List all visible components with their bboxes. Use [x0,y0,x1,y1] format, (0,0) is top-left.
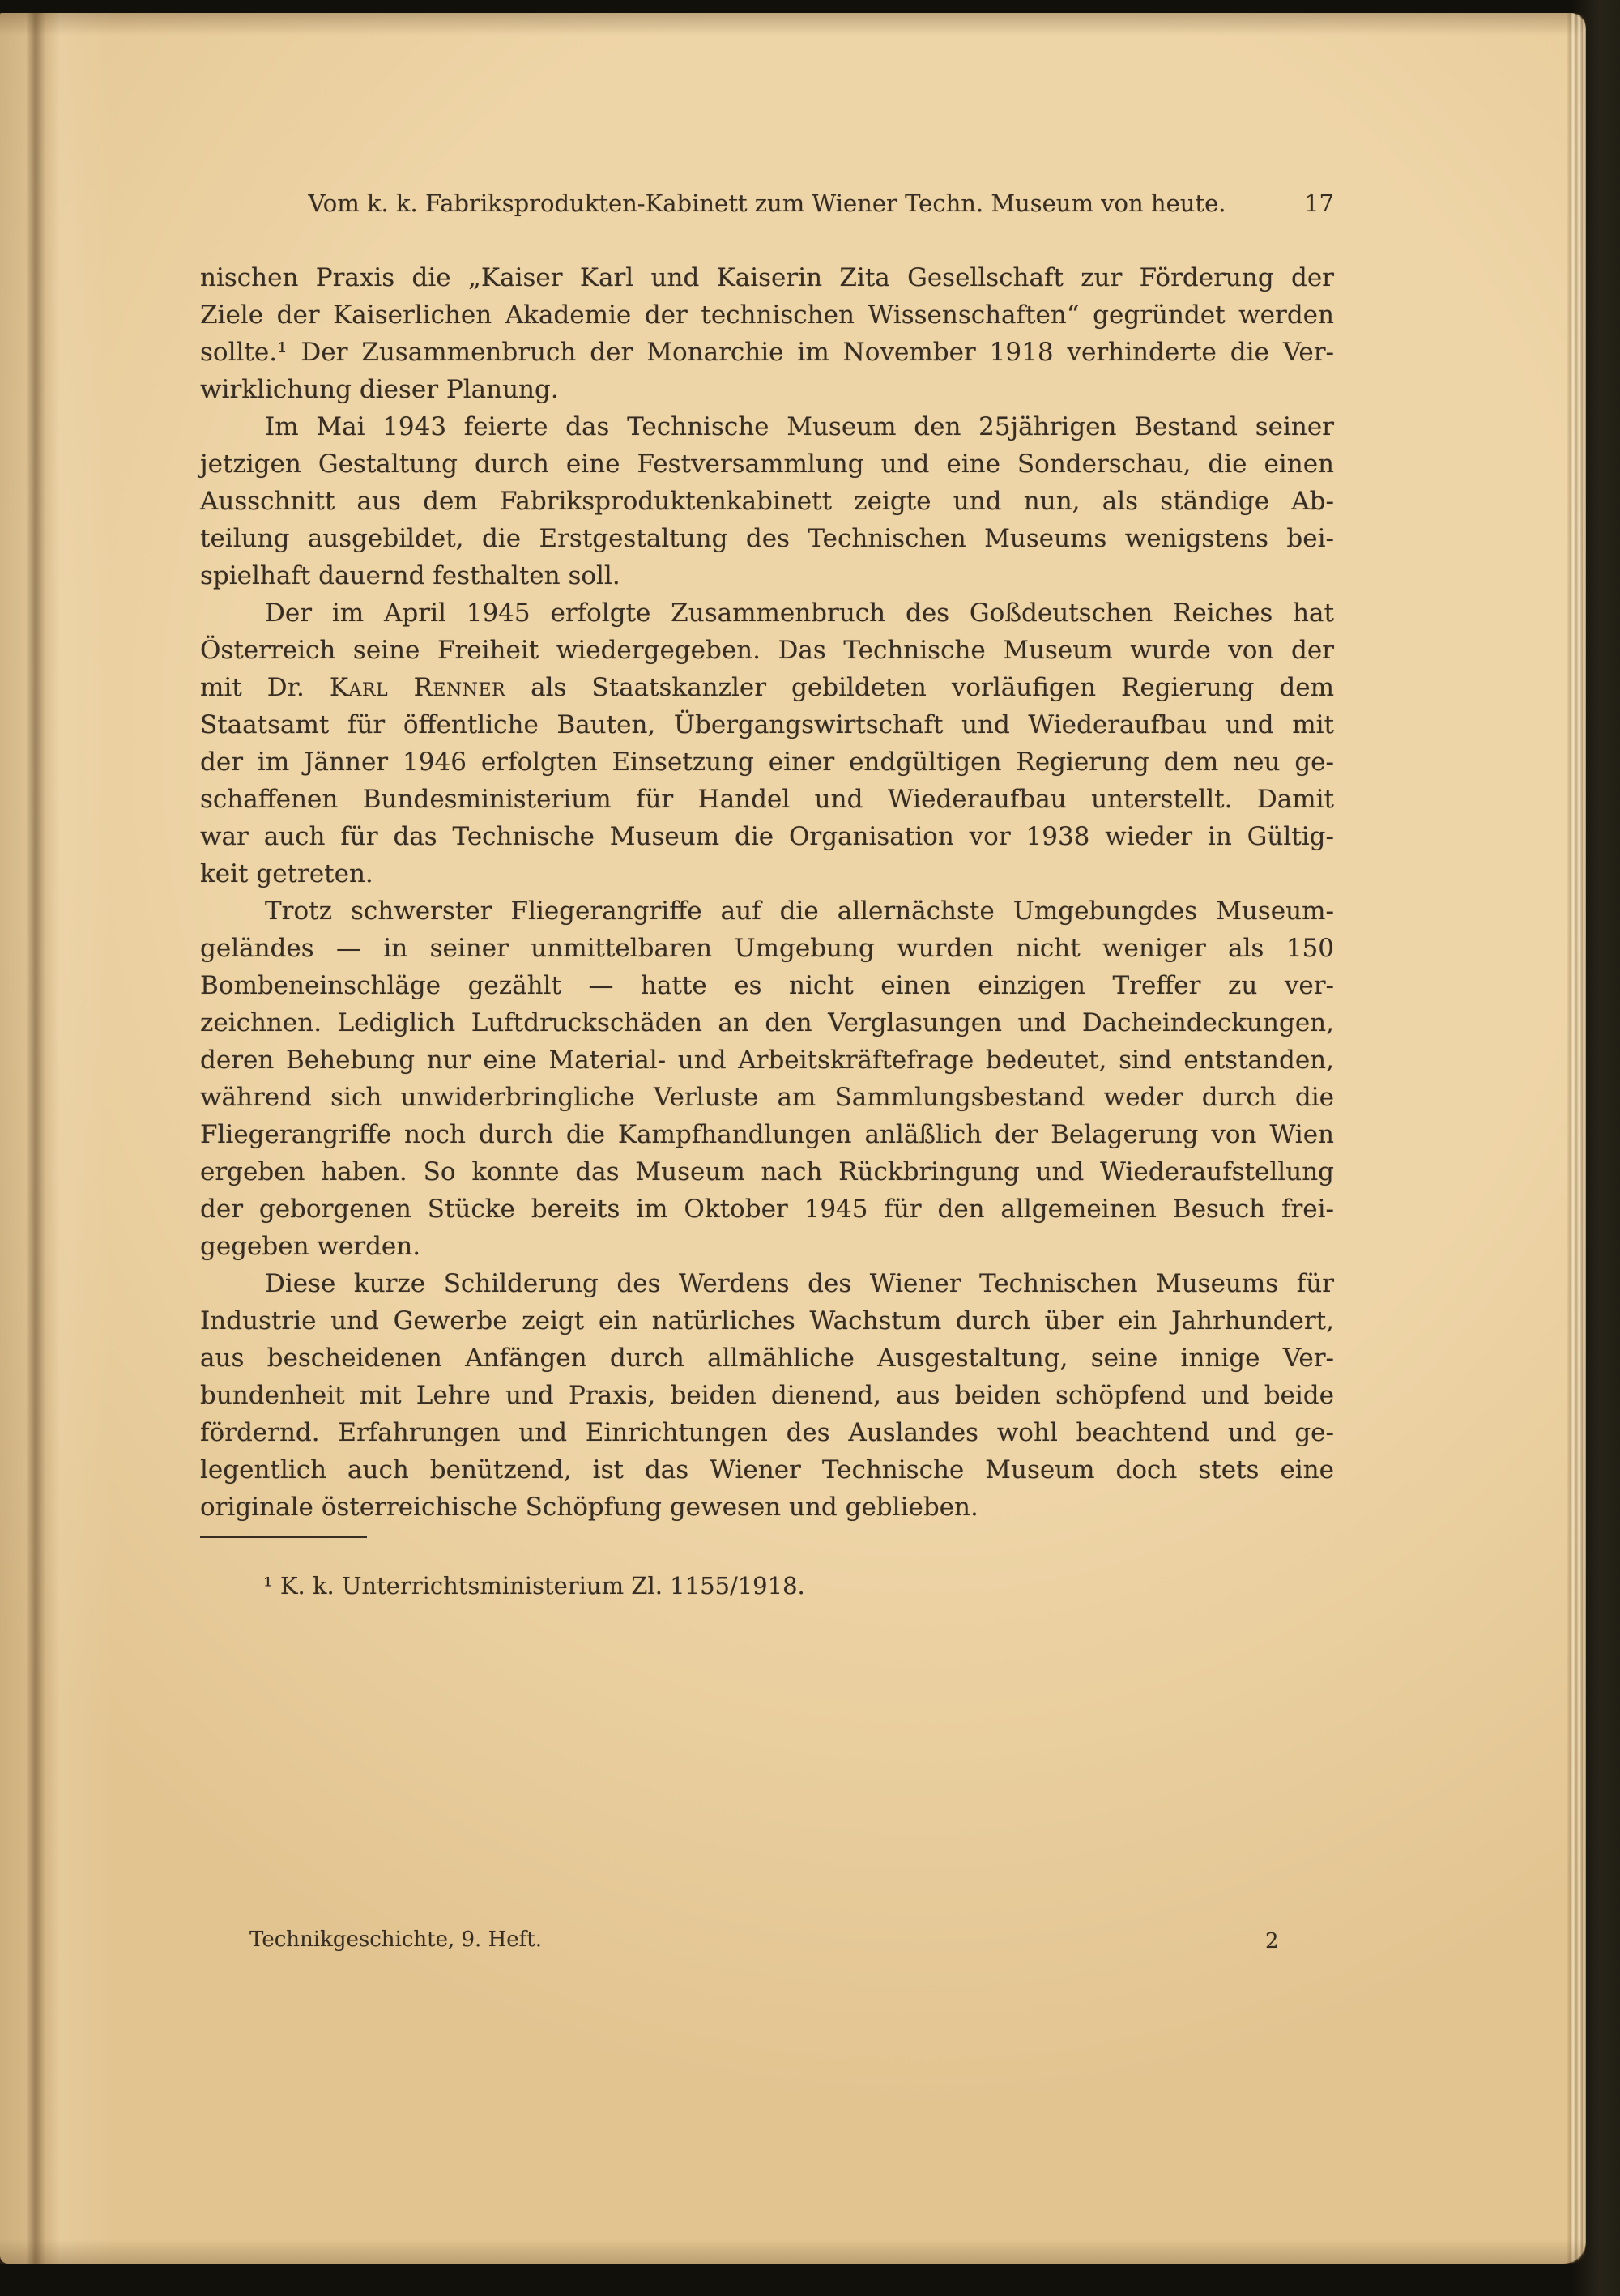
text-line: keit getreten. [200,859,373,888]
text-line: fördernd. Erfahrungen und Einrichtungen des Auslandes wohl beachtend und ge- [200,1418,1334,1447]
text-line: Bombeneinschläge gezählt — hatte es nicht einen einzigen Treffer zu ver- [200,971,1334,1000]
journal-caption: Technikgeschichte, 9. Heft. [249,1928,542,1952]
body-text [200,259,1334,1526]
page-number: 17 [1304,190,1334,217]
paragraph [200,1265,1334,1526]
text-line: während sich unwiderbringliche Verluste am Sammlungsbestand weder durch die [200,1083,1334,1112]
text-line: nischen Praxis die „Kaiser Karl und Kaiserin Zita Gesellschaft zur Förderung der [200,263,1334,292]
text-line: ergeben haben. So konnte das Museum nach Rückbringung und Wiederaufstellung [200,1157,1334,1186]
text-line: gegeben werden. [200,1232,421,1261]
text-line: geländes — in seiner unmittelbaren Umgebung wurden nicht weniger als 150 [200,934,1334,963]
text-line: aus bescheidenen Anfängen durch allmähliche Ausgestaltung, seine innige Ver- [200,1344,1334,1373]
text-line: originale österreichische Schöpfung gewesen und geblieben. [200,1493,978,1522]
page-edge-stack [1567,13,1586,2264]
running-head: Vom k. k. Fabriksprodukten-Kabinett zum Wiener Techn. Museum von heute. [308,190,1226,217]
text-line: jetzigen Gestaltung durch eine Festversammlung und eine Sonderschau, die einen [200,449,1334,479]
paper-page [0,13,1586,2264]
text-line: schaffenen Bundesministerium für Handel und Wiederaufbau unterstellt. Damit [200,785,1334,814]
paragraph [200,259,1334,408]
text-line: Im Mai 1943 feierte das Technische Museum den 25jährigen Bestand seiner [265,412,1334,441]
text-line: Industrie und Gewerbe zeigt ein natürliches Wachstum durch über ein Jahrhundert, [200,1306,1334,1335]
paragraph [200,594,1334,892]
book-gutter-shadow [0,13,113,2264]
page-header [200,190,1334,222]
text-line: sollte.¹ Der Zusammenbruch der Monarchie im November 1918 verhinderte die Ver- [200,338,1334,367]
text-line: legentlich auch benützend, ist das Wiener Technische Museum doch stets eine [200,1455,1334,1485]
text-line: der geborgenen Stücke bereits im Oktober 1945 für den allgemeinen Besuch frei- [200,1195,1334,1224]
paragraph [200,408,1334,594]
text-line: der im Jänner 1946 erfolgten Einsetzung einer endgültigen Regierung dem neu ge- [200,748,1334,777]
text-line: Diese kurze Schilderung des Werdens des Wiener Technischen Museums für [265,1269,1334,1298]
paragraph [200,892,1334,1265]
smallcaps-name: Karl Renner [329,673,506,702]
footnote: ¹ K. k. Unterrichtsministerium Zl. 1155/1918. [263,1572,805,1600]
text-line: teilung ausgebildet, die Erstgestaltung des Technischen Museums wenigstens bei- [200,524,1334,553]
text-line: zeichnen. Lediglich Luftdruckschäden an den Verglasungen und Dacheindeckungen, [200,1008,1334,1037]
sheet-number: 2 [1265,1929,1279,1953]
text-line: wirklichung dieser Planung. [200,375,559,404]
text-line: Ausschnitt aus dem Fabriksproduktenkabinett zeigte und nun, als ständige Ab- [200,487,1334,516]
text-line: war auch für das Technische Museum die Organisation vor 1938 wieder in Gültig- [200,822,1334,851]
text-line: Fliegerangriffe noch durch die Kampfhandlungen anläßlich der Belagerung von Wien [200,1120,1334,1149]
text-line: Ziele der Kaiserlichen Akademie der technischen Wissenschaften“ gegründet werden [200,300,1334,330]
text-line: deren Behebung nur eine Material- und Arbeitskräftefrage bedeutet, sind entstanden, [200,1046,1334,1075]
text-line: Der im April 1945 erfolgte Zusammenbruch des Goßdeutschen Reiches hat [265,598,1334,628]
text-line: bundenheit mit Lehre und Praxis, beiden dienend, aus beiden schöpfend und beide [200,1381,1334,1410]
text-line: spielhaft dauernd festhalten soll. [200,561,620,590]
text-line: mit Dr. Karl Renner als Staatskanzler gebildeten vorläufigen Regierung dem [200,673,1334,702]
footnote-rule [200,1536,367,1538]
text-line: Staatsamt für öffentliche Bauten, Übergangswirtschaft und Wiederaufbau und mit [200,710,1334,739]
text-line: Trotz schwerster Fliegerangriffe auf die allernächste Umgebungdes Museum- [265,897,1334,926]
text-line: Österreich seine Freiheit wiedergegeben. Das Technische Museum wurde von der [200,636,1334,665]
